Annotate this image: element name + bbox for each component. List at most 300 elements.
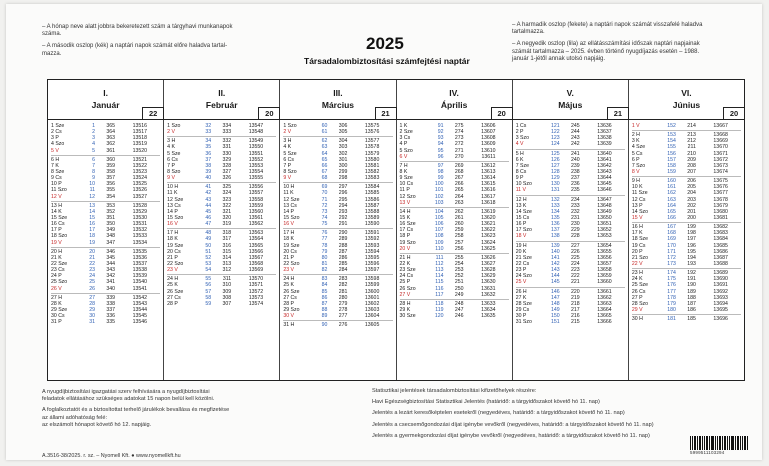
day-backward-count: 193 — [687, 260, 696, 267]
day-label: 11 V — [515, 187, 526, 194]
day-label: 3 P — [51, 135, 59, 142]
day-pension-count: 13688 — [713, 260, 728, 267]
day-label: 9 V — [167, 175, 175, 182]
workday-count-badge: 20 — [258, 107, 280, 120]
day-backward-count: 252 — [454, 273, 464, 280]
day-pension-count: 13610 — [481, 147, 496, 154]
day-backward-count: 311 — [222, 276, 232, 283]
day-forward-count: 27 — [89, 294, 95, 301]
day-label: 18 K — [167, 236, 178, 243]
day-backward-count: 349 — [106, 227, 115, 234]
day-backward-count: 243 — [571, 135, 580, 142]
day-pension-count: 13662 — [597, 294, 612, 301]
day-forward-count: 106 — [434, 221, 444, 228]
day-pension-count: 13677 — [713, 190, 728, 197]
day-label: 13 Cs — [167, 202, 181, 209]
day-pension-count: 13584 — [364, 184, 380, 191]
day-forward-count: 81 — [321, 260, 328, 267]
day-forward-count: 97 — [437, 162, 444, 169]
day-backward-count: 190 — [687, 282, 696, 289]
day-forward-count: 129 — [551, 175, 560, 182]
day-label: 14 K — [51, 208, 62, 215]
day-forward-count: 87 — [321, 300, 328, 307]
day-pension-count: 13550 — [248, 144, 264, 151]
day-forward-count: 84 — [321, 282, 328, 289]
day-forward-count: 131 — [551, 187, 560, 194]
day-backward-count: 242 — [571, 141, 580, 148]
day-backward-count: 262 — [454, 208, 464, 215]
day-pension-count: 13646 — [597, 187, 612, 194]
day-backward-count: 250 — [454, 285, 464, 292]
day-forward-count: 42 — [205, 190, 212, 197]
month-column — [397, 80, 513, 380]
day-forward-count: 55 — [205, 276, 212, 283]
day-row — [51, 240, 160, 246]
day-forward-count: 77 — [321, 236, 328, 243]
footer-line: Jelentés a lezárt keresőképtelen esetekről (negyedéves, határidő: a tárgyidőszakot követő hó 11. nap) — [372, 410, 625, 417]
day-label: 27 H — [51, 294, 62, 301]
day-pension-count: 13632 — [481, 291, 496, 298]
day-pension-count: 13652 — [597, 227, 612, 234]
day-pension-count: 13621 — [481, 221, 496, 228]
day-label: 20 V — [399, 245, 411, 252]
day-forward-count: 93 — [437, 135, 444, 142]
day-forward-count: 167 — [667, 224, 676, 231]
day-forward-count: 32 — [205, 123, 212, 129]
day-backward-count: 222 — [571, 273, 580, 280]
day-pension-count: 13684 — [713, 236, 728, 243]
page-subtitle: Társadalombiztosítási számfejtési naptár — [304, 56, 470, 66]
day-backward-count: 264 — [454, 193, 464, 200]
day-backward-count: 350 — [106, 221, 115, 228]
day-label: 19 Cs — [631, 242, 646, 249]
day-label: 28 Szo — [631, 300, 649, 307]
day-label: 17 Szo — [515, 227, 532, 234]
day-forward-count: 127 — [551, 162, 560, 169]
day-backward-count: 231 — [571, 214, 580, 221]
day-backward-count: 228 — [571, 233, 580, 240]
week-block — [167, 183, 276, 229]
day-row — [167, 221, 276, 227]
day-backward-count: 255 — [454, 254, 464, 261]
day-forward-count: 57 — [205, 288, 212, 295]
day-backward-count: 186 — [687, 306, 696, 313]
day-pension-count: 13674 — [713, 168, 728, 175]
month-column — [164, 80, 280, 380]
day-forward-count: 49 — [205, 236, 212, 243]
day-backward-count: 363 — [106, 135, 115, 142]
day-forward-count: 133 — [551, 202, 560, 209]
footer-line: feladatok ellátásához szükséges adatokat 15 napon belül kell közölni. — [42, 396, 215, 403]
day-label: 28 H — [399, 300, 411, 307]
month-header — [397, 80, 512, 120]
day-label: 23 H — [631, 270, 643, 277]
day-pension-count: 13561 — [248, 214, 264, 221]
note-line: – A hónap neve alatt jobbra bekeretezett szám a tárgyhavi munkanapok — [42, 24, 233, 30]
day-label: 16 Sze — [399, 221, 416, 228]
day-backward-count: 285 — [338, 260, 348, 267]
day-backward-count: 312 — [222, 267, 232, 274]
day-label: 10 Szo — [515, 181, 532, 188]
day-pension-count: 13537 — [132, 260, 147, 267]
day-label: 30 Sze — [399, 313, 416, 320]
day-label: 26 V — [51, 285, 62, 292]
day-label: 18 Szo — [51, 233, 68, 240]
day-label: 19 V — [51, 239, 62, 246]
day-forward-count: 37 — [205, 156, 212, 163]
day-label: 11 Sze — [631, 190, 648, 197]
month-number: V. — [566, 88, 574, 98]
day-pension-count: 13527 — [132, 193, 147, 200]
day-label: 31 P — [51, 319, 62, 326]
day-pension-count: 13663 — [597, 300, 612, 307]
day-pension-count: 13530 — [132, 214, 147, 221]
day-row — [400, 200, 509, 206]
day-label: 16 Cs — [51, 221, 65, 228]
day-backward-count: 192 — [687, 270, 696, 277]
day-label: 10 P — [51, 181, 62, 188]
day-backward-count: 189 — [687, 288, 696, 295]
day-pension-count: 13665 — [597, 313, 612, 320]
day-backward-count: 353 — [106, 202, 115, 209]
day-backward-count: 362 — [106, 141, 115, 148]
day-forward-count: 18 — [89, 233, 95, 240]
day-label: 6 K — [515, 156, 524, 163]
day-forward-count: 99 — [437, 175, 444, 182]
day-label: 22 Szo — [283, 260, 300, 267]
day-forward-count: 9 — [92, 175, 95, 182]
day-label: 26 Sze — [283, 288, 300, 295]
day-label: 24 Cs — [399, 273, 414, 280]
day-forward-count: 146 — [551, 288, 560, 295]
day-pension-count: 13617 — [481, 193, 496, 200]
day-forward-count: 91 — [437, 123, 444, 129]
barcode-number: 5999511103294 — [690, 450, 725, 455]
day-label: 22 Szo — [167, 260, 184, 267]
day-forward-count: 172 — [667, 254, 676, 261]
month-name: Február — [205, 100, 238, 110]
month-header — [629, 80, 744, 120]
note-line: száma. — [42, 31, 62, 38]
day-forward-count: 163 — [667, 196, 676, 203]
day-backward-count: 289 — [338, 236, 348, 243]
day-label: 20 K — [515, 248, 527, 255]
day-forward-count: 109 — [434, 239, 444, 246]
day-backward-count: 337 — [106, 306, 115, 313]
day-forward-count: 96 — [437, 153, 444, 160]
month-number: IV. — [449, 88, 459, 98]
day-pension-count: 13627 — [481, 260, 496, 267]
day-backward-count: 279 — [338, 300, 348, 307]
day-pension-count: 13625 — [481, 245, 496, 252]
day-backward-count: 194 — [687, 254, 696, 261]
day-label: 8 K — [399, 168, 408, 175]
day-pension-count: 13533 — [132, 233, 147, 240]
day-forward-count: 152 — [667, 123, 676, 129]
day-label: 29 Cs — [515, 306, 530, 313]
notes-right — [512, 22, 702, 63]
day-forward-count: 60 — [321, 123, 328, 129]
day-forward-count: 13 — [89, 202, 95, 209]
day-label: 22 V — [631, 260, 643, 267]
day-backward-count: 358 — [106, 168, 115, 175]
day-forward-count: 69 — [321, 184, 328, 191]
day-label: 8 Cs — [515, 168, 527, 175]
day-forward-count: 2 — [92, 129, 95, 136]
day-forward-count: 154 — [667, 138, 676, 145]
day-forward-count: 108 — [434, 233, 444, 240]
day-pension-count: 13577 — [364, 138, 380, 145]
day-label: 1 K — [399, 123, 408, 129]
day-pension-count: 13624 — [481, 239, 496, 246]
day-backward-count: 322 — [222, 202, 232, 209]
day-forward-count: 98 — [437, 168, 444, 175]
day-label: 23 V — [167, 267, 178, 274]
day-pension-count: 13604 — [364, 313, 380, 320]
day-forward-count: 175 — [667, 276, 676, 283]
day-backward-count: 207 — [687, 168, 696, 175]
day-pension-count: 13681 — [713, 214, 728, 221]
day-label: 26 H — [515, 288, 527, 295]
month-name: Március — [321, 100, 354, 110]
day-backward-count: 247 — [454, 306, 464, 313]
day-pension-count: 13545 — [132, 313, 147, 320]
day-forward-count: 29 — [89, 306, 95, 313]
day-pension-count: 13639 — [597, 141, 612, 148]
day-label: 13 P — [631, 202, 643, 209]
day-forward-count: 125 — [551, 150, 560, 157]
day-backward-count: 291 — [338, 221, 348, 228]
day-pension-count: 13556 — [248, 184, 264, 191]
day-forward-count: 79 — [321, 248, 328, 255]
day-forward-count: 102 — [434, 193, 444, 200]
day-backward-count: 313 — [222, 260, 232, 267]
week-block — [632, 269, 741, 315]
day-backward-count: 212 — [687, 138, 696, 145]
day-forward-count: 101 — [434, 187, 444, 194]
day-label: 24 Szo — [515, 273, 532, 280]
day-pension-count: 13658 — [597, 267, 612, 274]
day-backward-count: 203 — [687, 196, 696, 203]
day-label: 25 K — [283, 282, 295, 289]
day-pension-count: 13656 — [597, 254, 612, 261]
day-forward-count: 111 — [435, 254, 444, 261]
day-backward-count: 292 — [338, 214, 348, 221]
day-label: 21 P — [283, 254, 295, 261]
day-label: 15 V — [631, 214, 643, 221]
workday-count-badge: 21 — [375, 107, 397, 120]
day-pension-count: 13623 — [481, 233, 496, 240]
day-label: 22 Cs — [515, 260, 530, 267]
day-pension-count: 13614 — [481, 175, 496, 182]
day-backward-count: 237 — [571, 175, 580, 182]
day-forward-count: 158 — [667, 162, 676, 169]
day-label: 13 V — [399, 199, 411, 206]
day-forward-count: 66 — [321, 162, 328, 169]
day-pension-count: 13528 — [132, 202, 147, 209]
day-pension-count: 13620 — [481, 214, 496, 221]
day-pension-count: 13634 — [481, 306, 496, 313]
day-backward-count: 328 — [222, 162, 232, 169]
day-label: 9 H — [631, 178, 640, 185]
day-backward-count: 301 — [338, 156, 348, 163]
day-label: 24 K — [631, 276, 643, 283]
day-forward-count: 44 — [205, 202, 212, 209]
footer-left — [42, 389, 229, 429]
week-block — [400, 122, 509, 162]
day-row — [400, 313, 509, 319]
day-label: 7 P — [167, 162, 175, 169]
footer-line: Statisztikai jelentések társadalombiztosítási kifizetőhelyek részére: — [372, 388, 537, 394]
day-pension-count: 13574 — [248, 300, 264, 307]
day-label: 9 Cs — [51, 175, 62, 182]
week-block — [51, 156, 160, 202]
day-backward-count: 265 — [454, 187, 464, 194]
day-forward-count: 168 — [667, 230, 676, 237]
day-pension-count: 13541 — [132, 285, 147, 292]
day-label: 6 Cs — [283, 156, 295, 163]
week-block — [632, 131, 741, 177]
day-forward-count: 75 — [321, 221, 328, 228]
day-forward-count: 7 — [92, 162, 95, 169]
day-forward-count: 141 — [551, 254, 560, 261]
day-backward-count: 274 — [454, 129, 464, 136]
day-forward-count: 3 — [92, 135, 95, 142]
day-label: 15 K — [399, 214, 411, 221]
month-number: II. — [218, 88, 226, 98]
day-backward-count: 219 — [571, 294, 580, 301]
day-pension-count: 13551 — [248, 150, 264, 157]
day-backward-count: 232 — [571, 208, 580, 215]
day-forward-count: 17 — [89, 227, 95, 234]
day-row — [283, 267, 392, 273]
day-pension-count: 13647 — [597, 196, 612, 203]
week-block — [283, 183, 392, 229]
day-backward-count: 304 — [338, 138, 348, 145]
week-block — [516, 150, 625, 196]
day-pension-count: 13667 — [713, 123, 728, 129]
day-pension-count: 13529 — [132, 208, 147, 215]
week-block — [51, 202, 160, 248]
day-pension-count: 13562 — [248, 221, 264, 228]
day-label: 6 V — [399, 153, 408, 160]
day-pension-count: 13582 — [364, 168, 380, 175]
day-backward-count: 198 — [687, 230, 696, 237]
day-forward-count: 72 — [321, 202, 328, 209]
day-backward-count: 220 — [571, 288, 580, 295]
month-column — [629, 80, 744, 380]
day-pension-count: 13626 — [481, 254, 496, 261]
day-pension-count: 13548 — [248, 129, 264, 136]
day-pension-count: 13595 — [364, 254, 380, 261]
day-forward-count: 12 — [89, 193, 95, 200]
day-backward-count: 187 — [687, 300, 696, 307]
day-backward-count: 314 — [222, 254, 232, 261]
day-forward-count: 52 — [205, 254, 212, 261]
day-forward-count: 63 — [321, 144, 328, 151]
month-header — [48, 80, 163, 120]
day-pension-count: 13616 — [481, 187, 496, 194]
day-label: 19 H — [515, 242, 527, 249]
day-pension-count: 13675 — [713, 178, 728, 185]
day-label: 9 P — [515, 175, 524, 182]
day-label: 11 Szo — [51, 187, 67, 194]
day-backward-count: 355 — [106, 187, 115, 194]
day-pension-count: 13547 — [248, 123, 264, 129]
day-forward-count: 122 — [551, 129, 560, 136]
day-label: 8 Szo — [283, 168, 297, 175]
day-pension-count: 13605 — [364, 322, 380, 329]
day-backward-count: 283 — [338, 276, 348, 283]
day-label: 2 P — [515, 129, 524, 136]
day-pension-count: 13606 — [481, 123, 496, 129]
day-forward-count: 74 — [321, 214, 328, 221]
day-forward-count: 164 — [667, 202, 676, 209]
day-label: 3 Szo — [515, 135, 529, 142]
day-pension-count: 13517 — [132, 129, 147, 136]
week-block — [167, 275, 276, 308]
footer-right — [372, 386, 654, 442]
day-backward-count: 239 — [571, 162, 580, 169]
week-block — [283, 275, 392, 321]
day-forward-count: 35 — [205, 144, 212, 151]
week-block — [400, 300, 509, 320]
day-backward-count: 338 — [106, 300, 115, 307]
note-line: – A második oszlop (kék) a naptári napok számát előre haladva tartal- — [42, 43, 228, 50]
day-label: 17 H — [167, 230, 179, 237]
month-name: Január — [91, 100, 120, 110]
day-forward-count: 112 — [435, 260, 444, 267]
day-backward-count: 271 — [454, 147, 464, 154]
day-pension-count: 13643 — [597, 168, 612, 175]
day-backward-count: 205 — [687, 184, 696, 191]
footer-line: Jelentés a gyermekgondozási díjat igénybe vevőkről (negyedéves, határidő: a tárgyidőszakot követő hó 11. nap) — [372, 432, 650, 439]
week-block — [516, 122, 625, 150]
day-pension-count: 13619 — [481, 208, 496, 215]
barcode-icon — [690, 436, 748, 450]
day-pension-count: 13587 — [364, 202, 380, 209]
day-pension-count: 13694 — [713, 300, 728, 307]
day-label: 2 H — [631, 132, 640, 139]
day-forward-count: 136 — [551, 221, 560, 228]
day-backward-count: 276 — [338, 322, 348, 329]
day-forward-count: 140 — [551, 248, 560, 255]
day-forward-count: 113 — [435, 267, 444, 274]
day-backward-count: 204 — [687, 190, 696, 197]
day-backward-count: 185 — [687, 316, 696, 323]
day-label: 13 H — [51, 202, 62, 209]
day-backward-count: 266 — [454, 181, 464, 188]
day-pension-count: 13668 — [713, 132, 728, 139]
day-label: 1 Szo — [283, 123, 297, 129]
day-forward-count: 47 — [205, 221, 212, 228]
day-backward-count: 241 — [571, 150, 580, 157]
day-forward-count: 45 — [205, 208, 212, 215]
day-forward-count: 153 — [667, 132, 676, 139]
day-label: 23 Sze — [399, 267, 416, 274]
day-backward-count: 196 — [687, 242, 696, 249]
day-backward-count: 272 — [454, 141, 464, 148]
day-forward-count: 166 — [667, 214, 676, 221]
week-block — [167, 122, 276, 137]
day-pension-count: 13602 — [364, 300, 380, 307]
day-pension-count: 13544 — [132, 306, 147, 313]
workday-count-badge: 20 — [723, 107, 745, 120]
day-backward-count: 310 — [222, 282, 232, 289]
day-label: 21 H — [399, 254, 411, 261]
day-pension-count: 13557 — [248, 190, 264, 197]
day-backward-count: 259 — [454, 227, 464, 234]
